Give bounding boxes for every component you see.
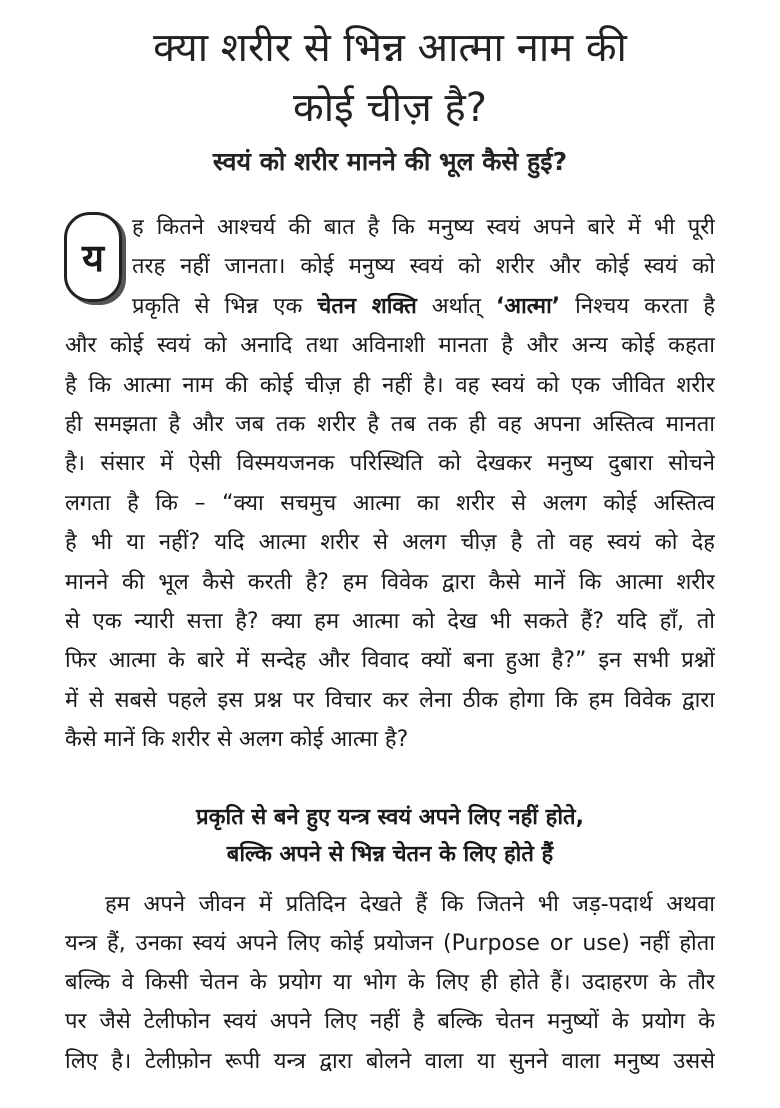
text-line: मानने की भूल कैसे करती है? हम विवेक द्वारा कैसे मानें कि आत्मा शरीर <box>65 570 715 595</box>
bold-term-atma: ‘आत्मा’ <box>495 294 561 319</box>
text-line: यन्त्र हैं, उनका स्वयं अपने लिए कोई प्रयोजन (Purpose or use) नहीं होता <box>65 931 715 956</box>
text-line: लगता है कि – “क्या सचमुच आत्मा का शरीर से अलग कोई अस्तित्व <box>65 491 715 516</box>
subheading-line-2: बल्कि अपने से भिन्न चेतन के लिए होते हैं <box>226 842 554 867</box>
text-segment: निश्चय करता है <box>560 294 715 319</box>
page-title-line-2: कोई चीज़ है? <box>292 85 488 131</box>
text-line: में से सबसे पहले इस प्रश्न पर विचार कर लेना ठीक होगा कि हम विवेक द्वारा <box>65 688 715 713</box>
text-line <box>132 289 715 325</box>
bold-term-chetan-shakti: चेतन शक्ति <box>317 294 417 319</box>
text-segment: प्रकृति से भिन्न एक <box>132 294 318 319</box>
section-subtitle: स्वयं को शरीर मानने की भूल कैसे हुई? <box>212 147 568 176</box>
text-line: तरह नहीं जानता। कोई मनुष्य स्वयं को शरीर और कोई स्वयं को <box>132 254 715 279</box>
text-line: से एक न्यारी सत्ता है? क्या हम आत्मा को देख भी सकते हैं? यदि हाँ, तो <box>65 609 715 634</box>
text-line: है कि आत्मा नाम की कोई चीज़ ही नहीं है। वह स्वयं को एक जीवित शरीर <box>65 373 715 398</box>
text-segment: अर्थात् <box>416 294 496 319</box>
text-line: लिए है। टेलीफ़ोन रूपी यन्त्र द्वारा बोलने वाला या सुनने वाला मनुष्य उससे <box>65 1049 715 1074</box>
drop-cap: य <box>64 212 122 302</box>
text-line: और कोई स्वयं को अनादि तथा अविनाशी मानता है और अन्य कोई कहता <box>65 333 715 358</box>
text-line: पर जैसे टेलीफोन स्वयं अपने लिए नहीं है बल्कि चेतन मनुष्यों के प्रयोग के <box>65 1009 715 1034</box>
text-line: ही समझता है और जब तक शरीर है तब तक ही वह अपना अस्तित्व मानता <box>65 412 715 437</box>
text-line: बल्कि वे किसी चेतन के प्रयोग या भोग के लिए ही होते हैं। उदाहरण के तौर <box>65 970 715 995</box>
text-line: है। संसार में ऐसी विस्मयजनक परिस्थिति को देखकर मनुष्य दुबारा सोचने <box>65 451 715 476</box>
text-line: ह कितने आश्चर्य की बात है कि मनुष्य स्वयं अपने बारे में भी पूरी <box>132 215 715 240</box>
text-line: कैसे मानें कि शरीर से अलग कोई आत्मा है? <box>65 727 409 752</box>
subheading-line-1: प्रकृति से बने हुए यन्त्र स्वयं अपने लिए नहीं होते, <box>196 805 584 830</box>
text-line: है भी या नहीं? यदि आत्मा शरीर से अलग चीज़ है तो वह स्वयं को देह <box>65 530 715 555</box>
text-line: फिर आत्मा के बारे में सन्देह और विवाद क्यों बना हुआ है?” इन सभी प्रश्नों <box>65 648 715 673</box>
text-line: हम अपने जीवन में प्रतिदिन देखते हैं कि जितने भी जड़-पदार्थ अथवा <box>105 892 715 917</box>
page-title-line-1: क्या शरीर से भिन्न आत्मा नाम की <box>153 25 627 71</box>
